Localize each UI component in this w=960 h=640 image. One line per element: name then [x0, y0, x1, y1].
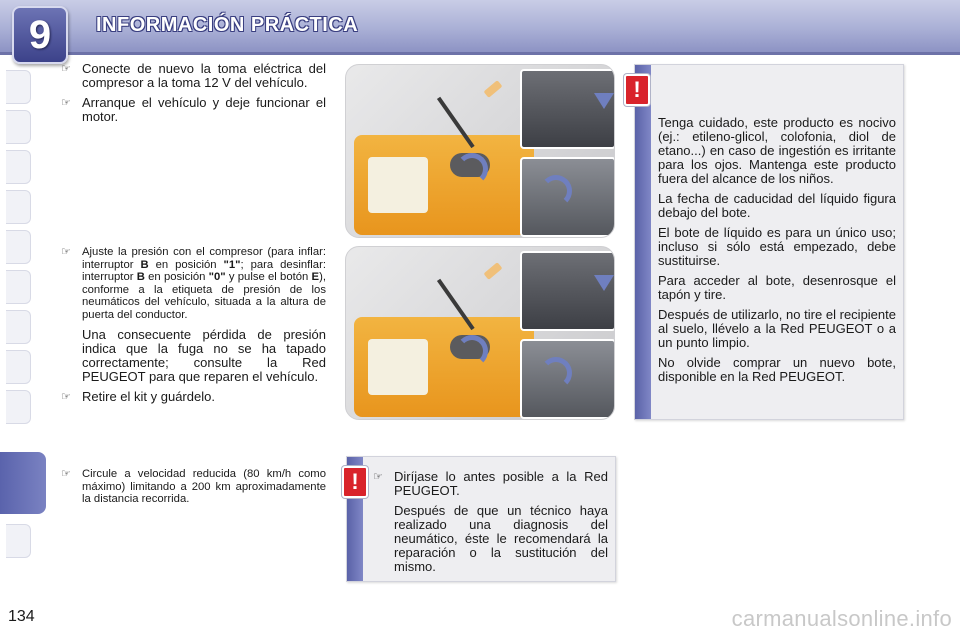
pointing-hand-icon: ☞ [61, 63, 71, 75]
power-plug-icon [484, 262, 503, 280]
arrow-down-icon [594, 93, 614, 109]
exclamation-warning-icon: ! [342, 466, 368, 498]
rotate-arrow-icon [456, 335, 488, 367]
chapter-tab[interactable] [6, 350, 31, 384]
pressure-label [368, 157, 428, 213]
warning-paragraph: Después de que un técnico haya realizado una diagnosis del neumático, éste le recomendará la reparación o la sustitución del mismo. [394, 503, 608, 574]
chapter-tab[interactable] [6, 190, 31, 224]
page-number: 134 [8, 608, 35, 625]
watermark: carmanualsonline.info [731, 606, 952, 631]
list-item: ☞ Arranque el vehículo y deje funcionar el motor. [61, 95, 326, 124]
warning-text [370, 470, 608, 580]
chapter-number: 9 [28, 12, 52, 57]
compressor-illustration [345, 64, 615, 238]
warning-paragraph: La fecha de caducidad del líquido figura debajo del bote. [658, 191, 896, 220]
instructions-top [58, 62, 326, 130]
arrow-down-icon [594, 275, 614, 291]
list-item: ☞ Conecte de nuevo la toma eléctrica del compresor a la toma 12 V del vehículo. [61, 61, 326, 90]
instructions-middle [58, 246, 326, 410]
chapter-tab[interactable] [6, 524, 31, 558]
warning-paragraph: Después de utilizarlo, no tire el recipiente al suelo, llévelo a la Red PEUGEOT o a un punto limpio. [658, 307, 896, 350]
pressure-label [368, 339, 428, 395]
list-item: ☞ Diríjase lo antes posible a la Red PEUGEOT. [373, 469, 608, 498]
warning-text [658, 116, 896, 390]
instructions-bottom [58, 468, 326, 512]
pointing-hand-icon: ☞ [373, 471, 383, 483]
page-title: INFORMACIÓN PRÁCTICA [96, 14, 359, 36]
pressure-note: Una consecuente pérdida de presión indica que la fuga no se ha tapado correctamente; consulte la Red PEUGEOT para que reparen el vehículo. [82, 326, 326, 384]
chapter-badge [12, 6, 68, 64]
warning-paragraph: El bote de líquido es para un único uso; incluso si sólo está empezado, debe sustituirse. [658, 225, 896, 268]
rotate-arrow-icon [540, 175, 572, 207]
pointing-hand-icon: ☞ [61, 246, 71, 258]
chapter-tab[interactable] [6, 390, 31, 424]
chapter-tab[interactable] [6, 270, 31, 304]
chapter-tab[interactable] [6, 150, 31, 184]
socket-inset [520, 69, 615, 149]
header-rule [0, 52, 960, 55]
pointing-hand-icon: ☞ [61, 390, 71, 403]
warning-bar [635, 65, 651, 419]
rotate-arrow-icon [540, 357, 572, 389]
chapter-tab-active[interactable] [0, 452, 46, 514]
list-item: ☞ Ajuste la presión con el compresor (para inflar: interruptor B en posición "1"; para desinflar: interruptor B en posición "0" y pulse el botón E), conforme a la etiqueta de presión de los neumáticos del vehículo, situada a la altura de puerta del conductor. [61, 246, 326, 321]
chapter-tab[interactable] [6, 110, 31, 144]
compressor-illustration [345, 246, 615, 420]
compressor-case [354, 135, 534, 235]
warning-paragraph: No olvide comprar un nuevo bote, disponible en la Red PEUGEOT. [658, 355, 896, 384]
exclamation-warning-icon: ! [624, 74, 650, 106]
power-plug-icon [484, 80, 503, 98]
socket-inset [520, 251, 615, 331]
chapter-tab[interactable] [6, 70, 31, 104]
chapter-tabs [0, 62, 32, 582]
chapter-tab[interactable] [6, 310, 31, 344]
pointing-hand-icon: ☞ [61, 97, 71, 109]
chapter-tab[interactable] [6, 230, 31, 264]
warning-paragraph: Para acceder al bote, desenrosque el tapón y tire. [658, 273, 896, 302]
compressor-case [354, 317, 534, 417]
warning-paragraph: Tenga cuidado, este producto es nocivo (ej.: etileno-glicol, colofonia, diol de etano...) en caso de ingestión es irritante para los ojos. Mantenga este producto fuera del alcance de los niños. [658, 115, 896, 186]
list-item: ☞ Retire el kit y guárdelo. [61, 388, 215, 404]
rotate-arrow-icon [456, 153, 488, 185]
list-item: ☞ Circule a velocidad reducida (80 km/h como máximo) limitando a 200 km aproximadamente la distancia recorrida. [61, 468, 326, 506]
pointing-hand-icon: ☞ [61, 468, 71, 480]
